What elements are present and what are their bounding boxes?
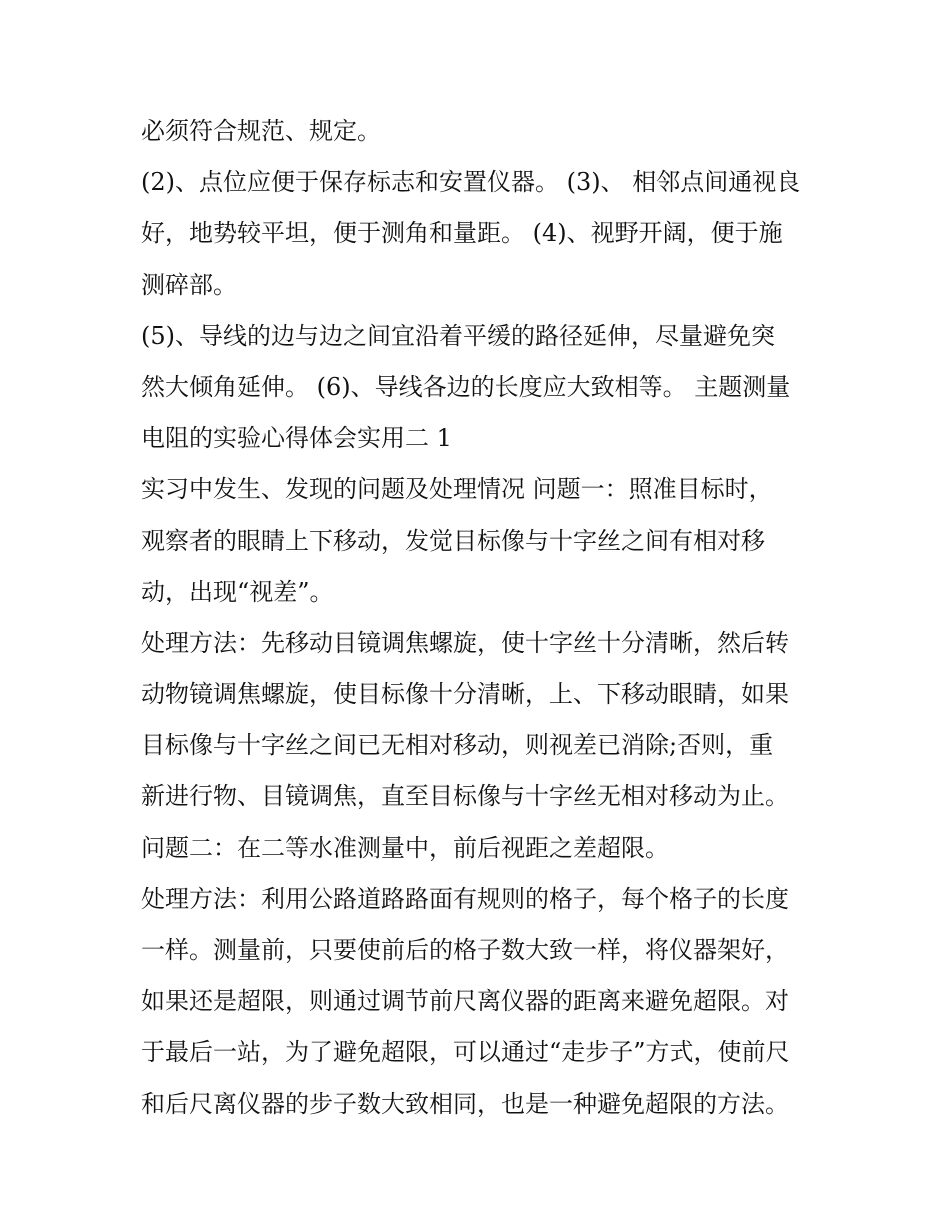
text-line: 处理方法：先移动目镜调焦螺旋，使十字丝十分清晰，然后转	[141, 628, 789, 657]
text-line: 实习中发生、发现的问题及处理情况 问题一：照准目标时，	[141, 475, 773, 504]
text-line: 测碎部。	[141, 270, 237, 299]
text-line: 然大倾角延伸。 (6)、导线各边的长度应大致相等。 主题测量	[141, 372, 791, 401]
text-line: 必须符合规范、规定。	[141, 117, 381, 145]
text-line: (5)、导线的边与边之间宜沿着平缓的路径延伸，尽量避免突	[141, 321, 775, 350]
text-line: 如果还是超限，则通过调节前尺离仪器的距离来避免超限。对	[141, 987, 789, 1016]
text-line: 处理方法：利用公路道路路面有规则的格子，每个格子的长度	[141, 884, 789, 913]
text-line: 和后尺离仪器的步子数大致相同，也是一种避免超限的方法。	[141, 1089, 789, 1118]
text-line: 目标像与十字丝之间已无相对移动，则视差已消除;否则，重	[141, 731, 774, 760]
text-line: 观察者的眼睛上下移动，发觉目标像与十字丝之间有相对移	[141, 526, 765, 555]
text-line: 于最后一站，为了避免超限，可以通过“走步子”方式，使前尺	[141, 1038, 790, 1067]
text-line: (2)、点位应便于保存标志和安置仪器。 (3)、 相邻点间通视良	[141, 168, 801, 197]
text-line: 动，出现“视差”。	[141, 577, 334, 606]
text-line: 问题二：在二等水准测量中，前后视距之差超限。	[141, 833, 669, 862]
document-body	[141, 106, 821, 1130]
text-line: 新进行物、目镜调焦，直至目标像与十字丝无相对移动为止。	[141, 782, 789, 811]
text-line: 电阻的实验心得体会实用二 1	[141, 424, 452, 453]
text-line: 好，地势较平坦，便于测角和量距。 (4)、视野开阔，便于施	[141, 219, 783, 248]
text-line: 一样。测量前，只要使前后的格子数大致一样，将仪器架好，	[141, 936, 789, 964]
text-line: 动物镜调焦螺旋，使目标像十分清晰，上、下移动眼睛，如果	[141, 680, 789, 709]
